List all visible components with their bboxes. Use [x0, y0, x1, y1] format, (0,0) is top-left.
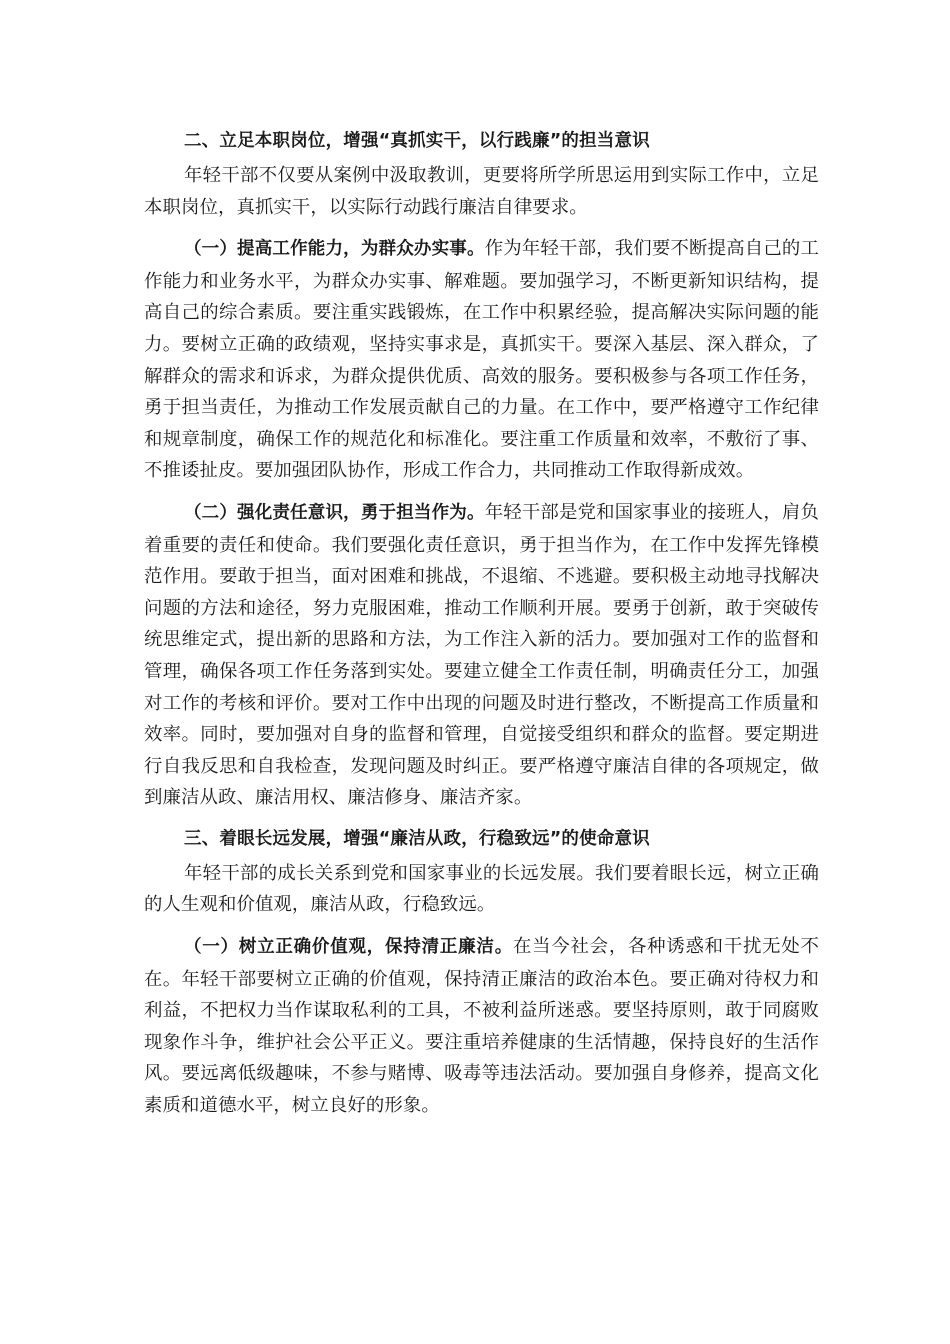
section-2-item-2-paragraph — [144, 497, 819, 814]
section-3-item-1-body: 在当今社会，各种诱惑和干扰无处不在。年轻干部要树立正确的价值观，保持清正廉洁的政治本色。要正确对待权力和利益，不把权力当作谋取私利的工具，不被利益所迷惑。要坚持原则，敢于同腐败现象作斗争，维护社会公平正义。要注重培养健康的生活情趣，保持良好的生活作风。要远离低级趣味，不参与赌博、吸毒等违法活动。要加强自身修养，提高文化素质和道德水平，树立良好的形象。 — [144, 936, 819, 1117]
section-3-heading: 三、着眼长远发展，增强“廉洁从政，行稳致远”的使命意识 — [184, 828, 650, 849]
section-2-item-2-title: （二）强化责任意识，勇于担当作为。 — [184, 502, 485, 523]
section-2-item-1-paragraph — [144, 233, 819, 487]
section-3-intro-paragraph: 年轻干部的成长关系到党和国家事业的长远发展。我们要着眼长远，树立正确的人生观和价值观，廉洁从政，行稳致远。 — [144, 862, 819, 916]
section-3-item-1-paragraph — [144, 931, 819, 1122]
section-2-item-1-title: （一）提高工作能力，为群众办实事。 — [184, 239, 485, 260]
section-2-heading: 二、立足本职岗位，增强“真抓实干，以行践廉”的担当意识 — [184, 131, 650, 151]
document-page — [144, 126, 819, 1122]
section-3-item-1-title: （一）树立正确价值观，保持清正廉洁。 — [184, 937, 513, 958]
section-2-intro-paragraph: 年轻干部不仅要从案例中汲取教训，更要将所学所思运用到实际工作中，立足本职岗位，真抓实干，以实际行动践行廉洁自律要求。 — [144, 165, 819, 218]
section-2-item-2-body: 年轻干部是党和国家事业的接班人，肩负着重要的责任和使命。我们要强化责任意识，勇于担当作为，在工作中发挥先锋模范作用。要敢于担当，面对困难和挑战，不退缩、不逃避。要积极主动地寻找解决问题的方法和途径，努力克服困难，推动工作顺利开展。要勇于创新，敢于突破传统思维定式，提出新的思路和方法，为工作注入新的活力。要加强对工作的监督和管理，确保各项工作任务落到实处。要建立健全工作责任制，明确责任分工，加强对工作的考核和评价。要对工作中出现的问题及时进行整改，不断提高工作质量和效率。同时，要加强对自身的监督和管理，自觉接受组织和群众的监督。要定期进行自我反思和自我检查，发现问题及时纠正。要严格遵守廉洁自律的各项规定，做到廉洁从政、廉洁用权、廉洁修身、廉洁齐家。 — [144, 501, 819, 809]
section-2-item-1-body: 作为年轻干部，我们要不断提高自己的工作能力和业务水平，为群众办实事、解难题。要加强学习，不断更新知识结构，提高自己的综合素质。要注重实践锻炼，在工作中积累经验，提高解决实际问题的能力。要树立正确的政绩观，坚持实事求是，真抓实干。要深入基层、深入群众，了解群众的需求和诉求，为群众提供优质、高效的服务。要积极参与各项工作任务，勇于担当责任，为推动工作发展贡献自己的力量。在工作中，要严格遵守工作纪律和规章制度，确保工作的规范化和标准化。要注重工作质量和效率，不敷衍了事、不推诿扯皮。要加强团队协作，形成工作合力，共同推动工作取得新成效。 — [144, 238, 819, 482]
